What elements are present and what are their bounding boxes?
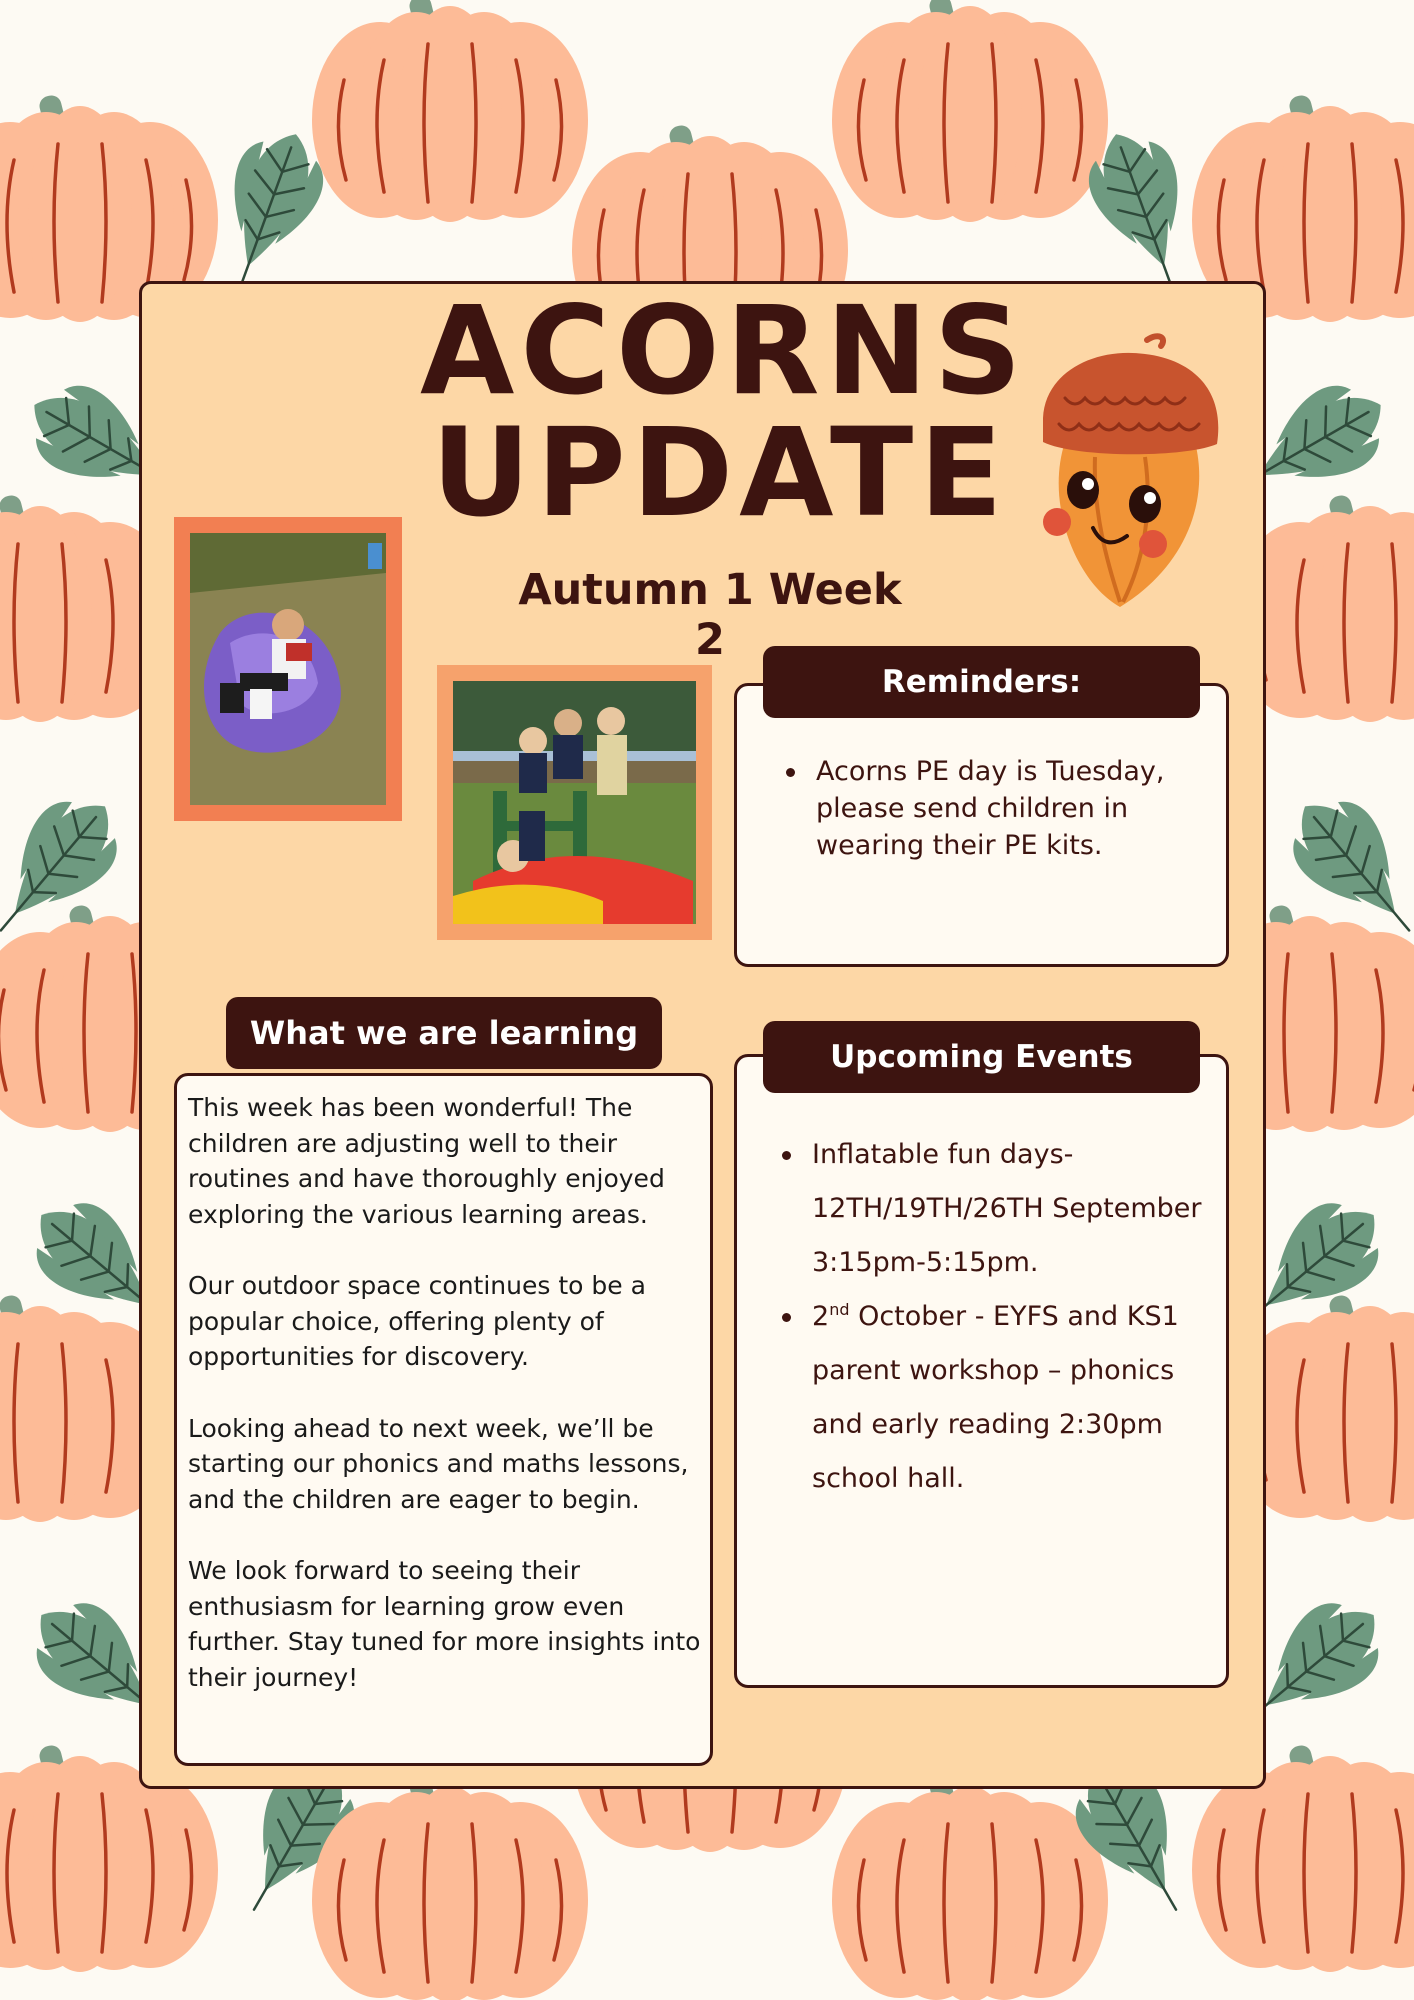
reminders-list — [778, 753, 1198, 864]
learning-paragraph: Looking ahead to next week, we’ll be starting our phonics and maths lessons, and the children are eager to begin. — [188, 1413, 689, 1514]
list-item: 2nd October - EYFS and KS1 parent workshop – phonics and early reading 2:30pm school hall. — [774, 1290, 1214, 1506]
learning-text — [188, 1090, 703, 1731]
learning-paragraph: We look forward to seeing their enthusiasm for learning grow even further. Stay tuned for more insights into their journey! — [188, 1556, 701, 1692]
learning-heading: What we are learning — [226, 997, 662, 1069]
photo-child-reading-beanbag — [174, 517, 402, 821]
photo-children-climbing-frame — [437, 665, 712, 940]
learning-paragraph: This week has been wonderful! The children are adjusting well to their routines and have thoroughly enjoyed exploring the various learning areas. — [188, 1093, 665, 1229]
acorn-mascot-icon — [1035, 332, 1225, 612]
bullet-icon — [782, 1151, 791, 1160]
list-item: Inflatable fun days- 12TH/19TH/26TH September 3:15pm-5:15pm. — [774, 1128, 1214, 1290]
events-list — [774, 1128, 1214, 1506]
title-line-1: ACORNS — [420, 280, 1028, 422]
newsletter-title — [420, 280, 1028, 544]
reminders-heading: Reminders: — [763, 646, 1200, 718]
title-line-2: UPDATE — [431, 402, 1009, 544]
bullet-icon — [786, 768, 795, 777]
events-heading: Upcoming Events — [763, 1021, 1200, 1093]
bullet-icon — [782, 1313, 791, 1322]
list-item: Acorns PE day is Tuesday, please send children in wearing their PE kits. — [778, 753, 1198, 864]
learning-paragraph: Our outdoor space continues to be a popular choice, offering plenty of opportunities for discovery. — [188, 1271, 646, 1371]
newsletter-subtitle: Autumn 1 Week 2 — [518, 565, 902, 665]
